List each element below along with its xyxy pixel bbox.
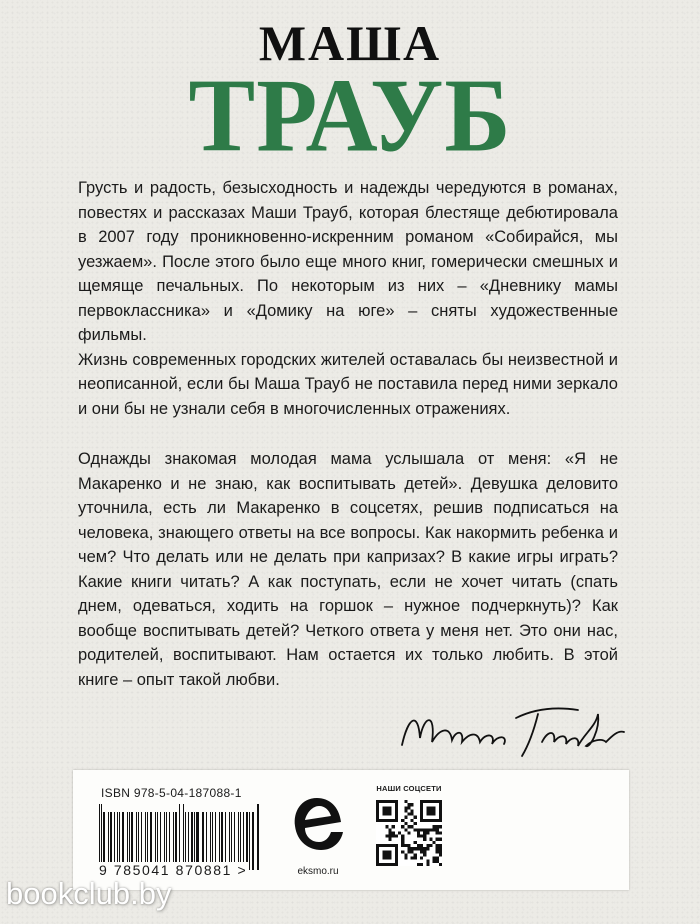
barcode-bar [183,804,184,870]
annotation-paragraph: Однажды знакомая молодая мама услышала от меня: «Я не Макаренко и не знаю, как воспитывать детей». Девушка деловито уточнила, есть ли Макаренко в соцсетях, решив подписаться на человека, знающего ответы на все вопросы. Как накормить ребенка и чем? Что делать или не делать при капризах? В какие игры играть? Какие книги читать? А как поступать, если не хочет читать (спать днем, одеваться, ходить на горшок – нужное подчеркнуть)? Как вообще воспитывать детей? Четкого ответа у меня нет. Это они нас, родителей, воспитывают. Нам остается их только любить. В этой книге – опыт такой любви. [78,450,618,689]
author-first-name: МАША [258,15,442,71]
annotation-paragraph: Грусть и радость, безысходность и надежды чередуются в романах, повестях и рассказах Маши Трауб, которая блестяще дебютировала в 2007 году проникновенно-искренним романом «Собирайся, мы уезжаем». После этого было еще много книг, гомерически смешных и щемяще печальных. По некоторым из них – «Дневнику мамы первоклассника» и «Домику на юге» – сняты художественные фильмы. [78,179,618,344]
barcode-bar [257,804,258,870]
author-last-name: ТРАУБ [188,57,512,174]
signature-icon [392,690,632,770]
barcode-bar [101,804,102,870]
author-signature [392,690,632,770]
barcode-bar [99,804,100,870]
publisher-info-box [73,770,629,890]
book-annotation [78,176,618,692]
isbn-label: ISBN 978-5-04-187088-1 [101,786,242,800]
barcode-digits: 9 785041 870881 > [99,862,248,878]
isbn-barcode [99,802,261,870]
annotation-paragraph: Жизнь современных городских жителей оставалась бы неизвестной и неописанной, если бы Маша Трауб не поставила перед ними зеркало и они бы не узнали себя в многочисленных отражениях. [78,350,618,418]
eksmo-logo-icon [289,792,345,856]
barcode-bar [252,812,253,870]
barcode-bar [179,804,180,870]
publisher-site: eksmo.ru [297,866,339,877]
qr-code-icon [376,800,442,866]
social-label: НАШИ СОЦСЕТИ [376,784,442,793]
watermark: bookclub.by [6,876,172,911]
barcode-bar [249,812,250,870]
barcode-bar [258,804,259,870]
